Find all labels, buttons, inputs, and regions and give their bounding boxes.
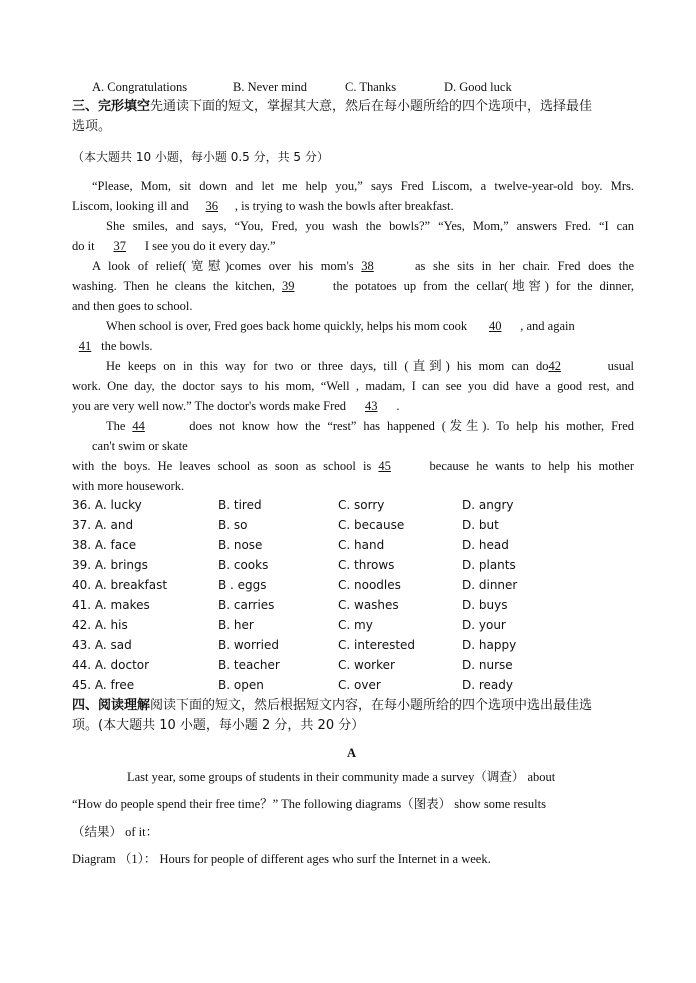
blank-40: 40: [489, 319, 502, 333]
section3-title: [72, 98, 592, 116]
question-option: C. noodles: [338, 578, 401, 592]
question-option: B. worried: [218, 638, 280, 652]
diagram-caption: Diagram （1）： Hours for people of different ages who surf the Internet in a week.: [72, 852, 491, 866]
reading-line: “How do people spend their free time？” The following diagrams（图表） show some results: [72, 797, 546, 811]
question-option: C. sorry: [338, 498, 385, 512]
section3-title-rest: 先通读下面的短文，掌握其大意，然后在每小题所给的四个选项中，选择最佳: [150, 99, 593, 114]
blank-36: 36: [205, 199, 219, 213]
passage-line: When school is over, Fred goes back home quickly, helps his mom cook 40 , and again: [106, 319, 575, 333]
section3-note: （本大题共 10 小题，每小题 0.5 分，共 5 分）: [72, 150, 329, 164]
question-option: C. because: [338, 518, 405, 532]
question-option: 41. A. makes: [72, 598, 150, 612]
passage-line: washing. Then he cleans the kitchen, 39 the potatoes up from the cellar(地窖) for the dinner,: [72, 279, 635, 293]
question-option: C. hand: [338, 538, 385, 552]
question-option: B. her: [218, 618, 254, 632]
question-option: D. but: [462, 518, 499, 532]
question-option: D. ready: [462, 678, 513, 692]
question-option: C. interested: [338, 638, 416, 652]
section4-title: [72, 697, 592, 715]
blank-41: 41: [78, 339, 92, 353]
question-option: 39. A. brings: [72, 558, 148, 572]
blank-42: 42: [548, 359, 561, 373]
passage-line: with the boys. He leaves school as soon as school is 45 because he wants to help his mother: [72, 459, 635, 473]
passage-line: A look of relief(宽慰)comes over his mom's 38 as she sits in her chair. Fred does the: [92, 259, 635, 273]
passage-line: He keeps on in this way for two or three days, till (直到) his mom can do42 usual: [106, 359, 635, 373]
passage-line: The 44 does not know how the “rest” has happened (发生). To help his mother, Fred: [106, 419, 635, 433]
passage-line: with more housework.: [72, 479, 185, 493]
question-option: B. carries: [218, 598, 275, 612]
section3-title-bold: 三、完形填空: [72, 99, 151, 114]
question-option: B. cooks: [218, 558, 269, 572]
question-option: 37. A. and: [72, 518, 134, 532]
question-option: D. your: [462, 618, 506, 632]
question-option: D. nurse: [462, 658, 513, 672]
question-option: B. open: [218, 678, 264, 692]
passage-line: She smiles, and says, “You, Fred, you wash the bowls?” “Yes, Mom,” answers Fred. “I can: [106, 219, 634, 233]
blank-39: 39: [281, 279, 295, 293]
question-option: D. dinner: [462, 578, 518, 592]
blank-45: 45: [378, 459, 391, 473]
question-option: D. happy: [462, 638, 517, 652]
question-option: C. over: [338, 678, 381, 692]
question-option: B. tired: [218, 498, 262, 512]
passage-line: 41 the bowls.: [72, 337, 153, 355]
blank-38: 38: [361, 259, 374, 273]
question-option: 36. A. lucky: [72, 498, 142, 512]
question-option: 45. A. free: [72, 678, 135, 692]
passage-line: work. One day, the doctor says to his mom, “Well , madam, I can see you did have a good rest, and: [72, 379, 634, 393]
question-option: 40. A. breakfast: [72, 578, 168, 592]
question-option: B. so: [218, 518, 248, 532]
blank-37: 37: [113, 239, 126, 253]
passage-line: Liscom, looking ill and 36 , is trying to wash the bowls after breakfast.: [72, 199, 454, 213]
question-option: C. my: [338, 618, 373, 632]
blank-43: 43: [364, 399, 378, 413]
question-option: B . eggs: [218, 578, 267, 592]
question-option: D. plants: [462, 558, 516, 572]
question-option: D. head: [462, 538, 509, 552]
question-option: B. teacher: [218, 658, 280, 672]
reading-line: Last year, some groups of students in their community made a survey（调查） about: [127, 770, 556, 784]
question-option: 44. A. doctor: [72, 658, 150, 672]
blank-44: 44: [132, 419, 145, 433]
question-option: 43. A. sad: [72, 638, 132, 652]
question-option: D. buys: [462, 598, 508, 612]
question-option: C. washes: [338, 598, 399, 612]
question-option: 38. A. face: [72, 538, 137, 552]
section4-title-line2: 项。(本大题共 10 小题，每小题 2 分，共 20 分）: [72, 718, 365, 733]
passage-line: do it 37 I see you do it every day.”: [72, 239, 276, 253]
passage-line: can't swim or skate: [92, 439, 188, 453]
section4-title-rest: 阅读下面的短文，然后根据短文内容，在每小题所给的四个选项中选出最佳选: [150, 698, 593, 713]
option-b: B. Never mind: [233, 80, 307, 94]
passage-line: and then goes to school.: [72, 299, 193, 313]
reading-line: （结果） of it：: [72, 825, 159, 839]
option-a: A. Congratulations: [92, 80, 188, 94]
section4-title-bold: 四、阅读理解: [72, 698, 151, 713]
question-option: D. angry: [462, 498, 514, 512]
passage-line: you are very well now.” The doctor's words make Fred 43 .: [72, 399, 400, 413]
question-option: C. worker: [338, 658, 395, 672]
option-c: C. Thanks: [345, 80, 397, 94]
part-label: A: [347, 746, 357, 760]
passage-line: “Please, Mom, sit down and let me help you,” says Fred Liscom, a twelve-year-old boy. Mrs.: [92, 179, 634, 193]
section3-title-line2: 选项。: [72, 119, 112, 134]
question-option: C. throws: [338, 558, 395, 572]
question-option: 42. A. his: [72, 618, 128, 632]
option-d: D. Good luck: [444, 80, 512, 94]
question-option: B. nose: [218, 538, 263, 552]
